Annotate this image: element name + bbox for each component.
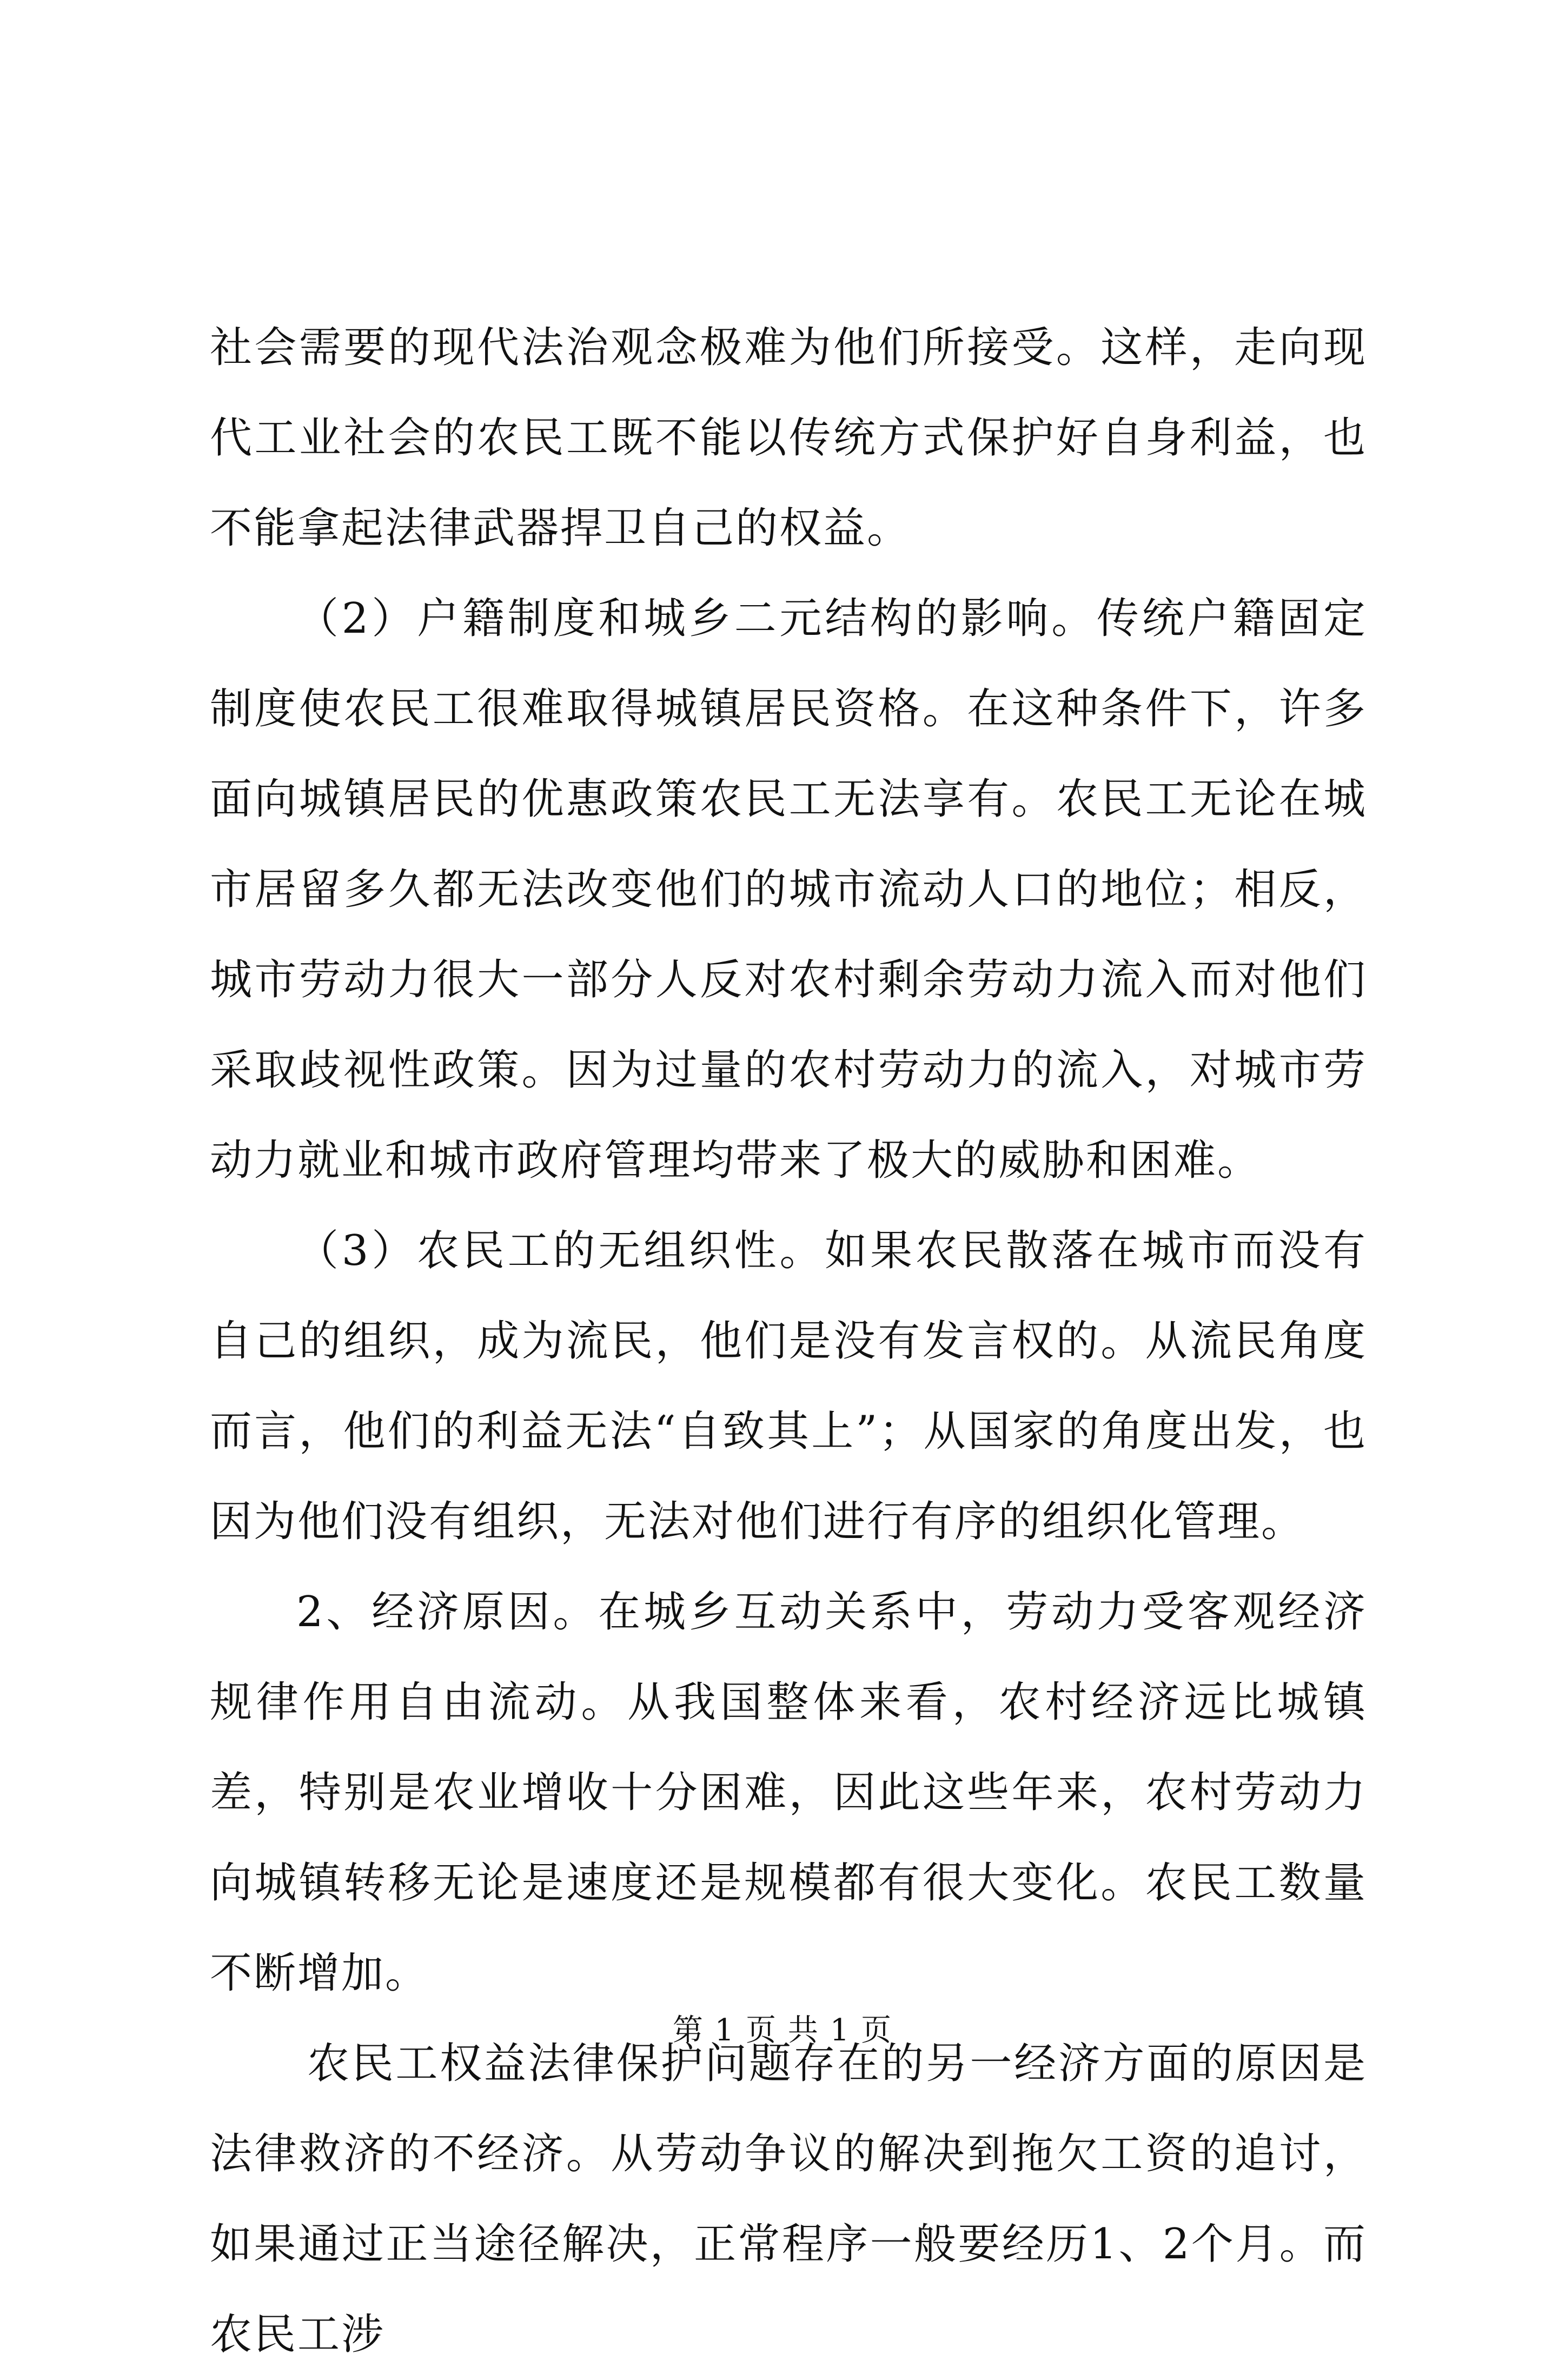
- paragraph-legal-remedy-cost: 农民工权益法律保护问题存在的另一经济方面的原因是法律救济的不经济。从劳动争议的解决到拖欠工资的追讨，如果通过正当途径解决，正常程序一般要经历1、2个月。而农民工涉: [210, 2039, 1367, 2359]
- page-number-footer: 第 1 页 共 1 页: [672, 2013, 893, 2048]
- paragraph-continuation: 社会需要的现代法治观念极难为他们所接受。这样，走向现代工业社会的农民工既不能以传统方式保护好自身利益，也不能拿起法律武器捍卫自己的权益。: [210, 323, 1367, 553]
- paragraph-economic-reasons: 2、经济原因。在城乡互动关系中，劳动力受客观经济规律作用自由流动。从我国整体来看，农村经济远比城镇差，特别是农业增收十分困难，因此这些年来，农村劳动力向城镇转移无论是速度还是规模都有很大变化。农民工数量不断增加。: [210, 1588, 1367, 1998]
- document-body: [210, 303, 1367, 2380]
- paragraph-household-registration: （2）户籍制度和城乡二元结构的影响。传统户籍固定制度使农民工很难取得城镇居民资格。在这种条件下，许多面向城镇居民的优惠政策农民工无法享有。农民工无论在城市居留多久都无法改变他们的城市流动人口的地位；相反，城市劳动力很大一部分人反对农村剩余劳动力流入而对他们采取歧视性政策。因为过量的农村劳动力的流入，对城市劳动力就业和城市政府管理均带来了极大的威胁和困难。: [210, 594, 1367, 1185]
- paragraph-unorganized-workers: （3）农民工的无组织性。如果农民散落在城市而没有自己的组织，成为流民，他们是没有发言权的。从流民角度而言，他们的利益无法“自致其上”；从国家的角度出发，也因为他们没有组织，无法对他们进行有序的组织化管理。: [210, 1227, 1367, 1546]
